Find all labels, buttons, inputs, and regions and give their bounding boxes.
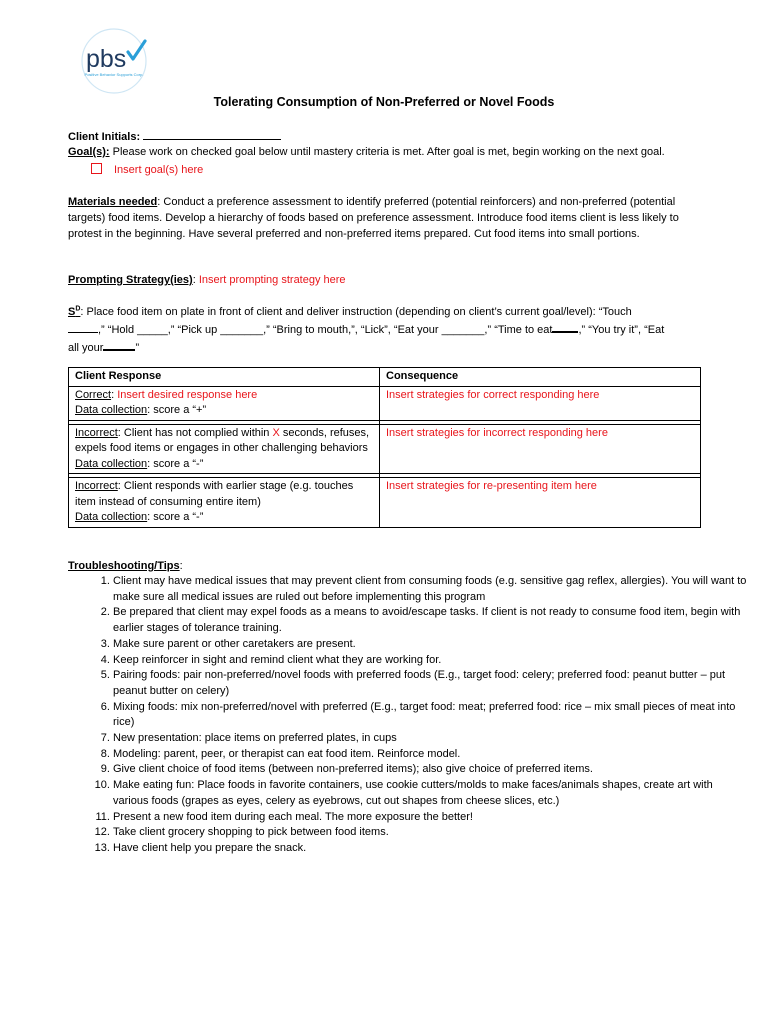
response-cell-incorrect-2: Incorrect: Client responds with earlier stage (e.g. touches item instead of consuming entire item) Data collection: score a “-” [69, 478, 380, 528]
consequence-cell-correct: Insert strategies for correct responding here [380, 386, 701, 420]
prompting-section [68, 272, 698, 288]
tips-list [68, 574, 748, 857]
header-client-response: Client Response [69, 368, 380, 387]
sd-text-4: all your [68, 342, 104, 354]
tip-item: 2. Be prepared that client may expel foods as a means to avoid/escape tasks. If client is not ready to consume food item, begin with earlier stages of tolerance training. [113, 605, 748, 636]
goal-item-text: Insert goal(s) here [114, 164, 204, 176]
client-initials-line [68, 128, 698, 145]
logo-text: pbs [86, 45, 127, 73]
goal-label: Goal(s): [68, 146, 110, 158]
tip-item: 10. Make eating fun: Place foods in favorite containers, use cookie cutters/molds to make faces/animals shapes, create art with various foods (grapes as eyes, celery as eyebrows, cut out shapes from cheese slices, etc.) [113, 778, 748, 809]
sd-label: $S^D$ [68, 305, 81, 318]
document-title: Tolerating Consumption of Non-Preferred or Novel Foods [213, 95, 555, 109]
sd-blank-eat [552, 320, 578, 333]
materials-section [68, 194, 698, 242]
materials-text: : Conduct a preference assessment to identify preferred (potential reinforcers) and non-preferred (potential targets) food items. Develop a hierarchy of foods based on preference assessment. Introduce food items client is less likely to protest in the beginning. Have several preferred and non-preferred items prepared. Cut food items into small portions. [68, 196, 679, 240]
tip-item: 13. Have client help you prepare the snack. [113, 841, 748, 857]
logo-subtext: Positive Behavior Supports Corp. [84, 72, 144, 77]
consequence-cell-incorrect-1: Insert strategies for incorrect responding here [380, 424, 701, 474]
tip-item: 3. Make sure parent or other caretakers are present. [113, 637, 748, 653]
goal-item [91, 162, 721, 178]
tip-item: 5. Pairing foods: pair non-preferred/novel foods with preferred foods (E.g., target food: celery; preferred food: peanut butter – put peanut butter on celery) [113, 668, 748, 699]
table-row [69, 386, 701, 420]
tip-item: 8. Modeling: parent, peer, or therapist can eat food item. Reinforce model. [113, 747, 748, 763]
goal-section [68, 144, 698, 160]
logo-graphic [78, 28, 150, 94]
response-table [68, 367, 701, 528]
client-initials-blank[interactable] [143, 128, 281, 140]
materials-label: Materials needed [68, 196, 158, 208]
tip-item: 12. Take client grocery shopping to pick between food items. [113, 825, 748, 841]
response-cell-correct: Correct: Insert desired response here Data collection: score a “+” [69, 386, 380, 420]
pbs-logo [78, 28, 150, 94]
sd-text-3: ,” “You try it”, “Eat [578, 324, 665, 336]
client-initials-label: Client Initials: [68, 131, 141, 143]
tip-item: 11. Present a new food item during each meal. The more exposure the better! [113, 810, 748, 826]
tip-item: 4. Keep reinforcer in sight and remind client what they are working for. [113, 653, 748, 669]
tip-item: 9. Give client choice of food items (between non-preferred items); also give choice of preferred items. [113, 762, 748, 778]
prompting-label: Prompting Strategy(ies) [68, 274, 193, 286]
goal-text: Please work on checked goal below until mastery criteria is met. After goal is met, begin working on the next goal. [109, 146, 665, 158]
tip-item: 7. New presentation: place items on preferred plates, in cups [113, 731, 748, 747]
troubleshooting-heading [68, 558, 698, 574]
troubleshooting-label: Troubleshooting/Tips [68, 560, 180, 572]
sd-text-1: : Place food item on plate in front of client and deliver instruction (depending on client’s current goal/level): “Touch [80, 306, 632, 318]
consequence-cell-incorrect-2: Insert strategies for re-presenting item here [380, 478, 701, 528]
response-cell-incorrect-1: Incorrect: Client has not complied within X seconds, refuses, expels food items or engages in other challenging behaviors Data collection: score a “-” [69, 424, 380, 474]
table-row [69, 478, 701, 528]
prompting-value: Insert prompting strategy here [198, 274, 346, 286]
prompting-colon: : [192, 274, 199, 286]
sd-text-5: ” [135, 342, 140, 354]
sd-section [68, 304, 698, 356]
header-consequence: Consequence [380, 368, 701, 387]
sd-blank-all [103, 338, 135, 351]
sd-blank-touch [68, 321, 98, 333]
table-header-row [69, 368, 701, 387]
goal-checkbox[interactable] [91, 163, 102, 174]
troubleshooting-colon: : [179, 560, 183, 572]
sd-text-2: ,” “Hold _____,” “Pick up _______,” “Bring to mouth,”, “Lick”, “Eat your _______,” “Time to eat [98, 324, 553, 336]
tip-item: 6. Mixing foods: mix non-preferred/novel with preferred (E.g., target food: meat; preferred food: rice – mix small pieces of meat into rice) [113, 700, 748, 731]
tip-item: 1. Client may have medical issues that may prevent client from consuming foods (e.g. sensitive gag reflex, allergies). You will want to make sure all medical issues are ruled out before implementing this program [113, 574, 748, 605]
table-row [69, 424, 701, 474]
